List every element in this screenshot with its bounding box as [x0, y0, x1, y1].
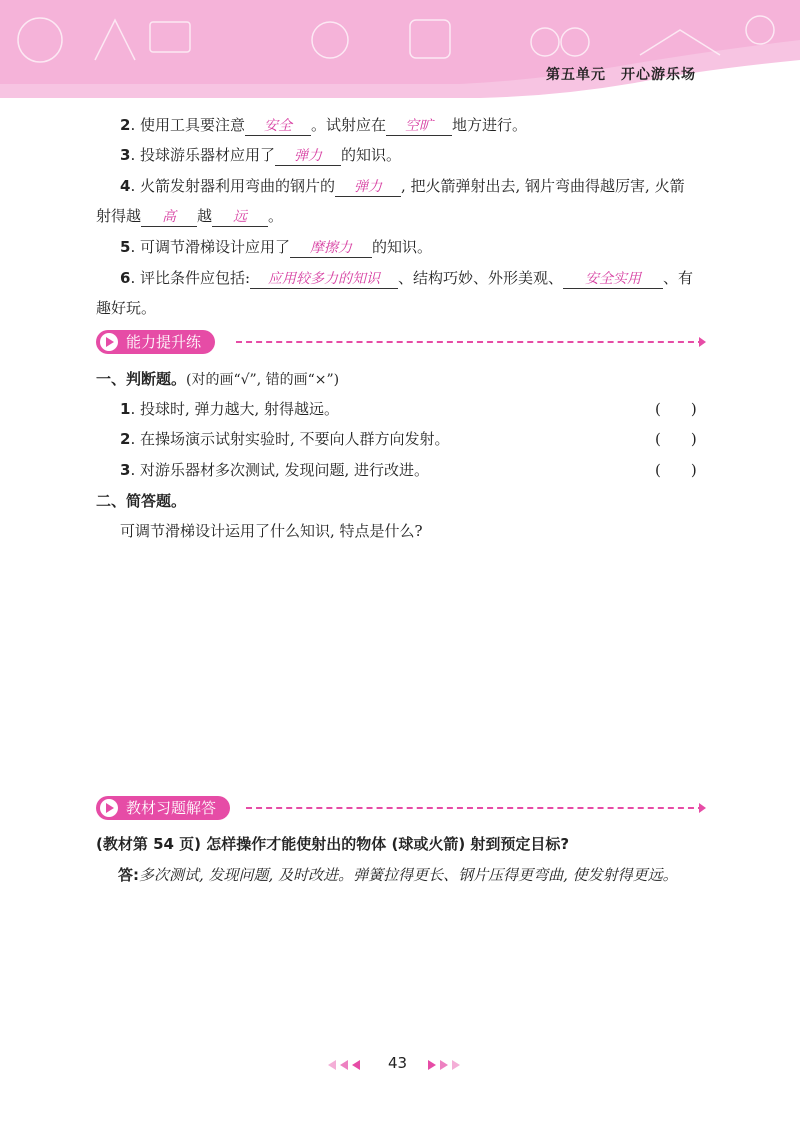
- fill-item-5: [120, 236, 432, 258]
- answer-blank: 安全: [245, 117, 311, 136]
- section-title: 能力提升练: [126, 333, 202, 351]
- dashed-divider: [246, 807, 704, 809]
- item-number: 1: [120, 400, 131, 418]
- item-text: . 火箭发射器利用弯曲的钢片的: [130, 177, 335, 195]
- item-text: 射得越: [96, 207, 142, 225]
- item-number: 6: [120, 269, 131, 287]
- item-text: 、有: [663, 269, 694, 287]
- fill-item-3: [120, 144, 401, 166]
- fill-item-4: [120, 175, 685, 197]
- play-icon: [100, 333, 118, 351]
- textbook-question: (教材第 54 页) 怎样操作才能使射出的物体 (球或火箭) 射到预定目标?: [96, 835, 570, 853]
- item-number: 3: [120, 461, 131, 479]
- arrow-left-icon: [352, 1060, 360, 1070]
- item-number: 2: [120, 430, 131, 448]
- section-bar-textbook: [96, 796, 704, 820]
- answer-paren[interactable]: ( ): [655, 461, 697, 479]
- answer-blank: 应用较多力的知识: [250, 270, 398, 289]
- arrow-right-icon: [452, 1060, 460, 1070]
- judge-item-3: [120, 459, 429, 481]
- arrow-right-icon: [440, 1060, 448, 1070]
- answer-blank: 空旷: [386, 117, 452, 136]
- item-number: 5: [120, 238, 131, 256]
- arrow-right-icon: [428, 1060, 436, 1070]
- item-number: 4: [120, 177, 131, 195]
- judge-heading: 一、判断题。(对的画“√”, 错的画“×”): [96, 370, 340, 388]
- item-text: . 使用工具要注意: [130, 116, 245, 134]
- header-decoration: [0, 0, 800, 100]
- judge-instruction: (对的画“√”, 错的画“×”): [186, 372, 340, 388]
- item-text: 的知识。: [340, 146, 401, 164]
- answer-label: 答:: [118, 866, 139, 884]
- item-text: . 对游乐器材多次测试, 发现问题, 进行改进。: [130, 461, 430, 479]
- section-title: 教材习题解答: [126, 799, 217, 817]
- item-text: 。试射应在: [310, 116, 386, 134]
- fill-item-4-cont: [96, 205, 283, 227]
- short-answer-question: 可调节滑梯设计运用了什么知识, 特点是什么?: [120, 522, 423, 540]
- dashed-divider: [236, 341, 704, 343]
- item-text: 趣好玩。: [96, 299, 157, 317]
- answer-text: 多次测试, 发现问题, 及时改进。弹簧拉得更长、钢片压得更弯曲, 使发射得更远。: [139, 866, 678, 884]
- answer-blank: 远: [212, 208, 268, 227]
- item-number: 3: [120, 146, 131, 164]
- answer-paren[interactable]: ( ): [655, 400, 697, 418]
- fill-item-2: [120, 114, 527, 136]
- unit-title: 第五单元 开心游乐场: [546, 67, 696, 83]
- section-bar-ability: [96, 330, 704, 354]
- judge-item-1: [120, 398, 339, 420]
- item-number: 2: [120, 116, 131, 134]
- item-text: . 可调节滑梯设计应用了: [130, 238, 290, 256]
- item-text: , 把火箭弹射出去, 钢片弯曲得越厉害, 火箭: [400, 177, 685, 195]
- judge-item-2: [120, 428, 450, 450]
- item-text: 、结构巧妙、外形美观、: [398, 269, 564, 287]
- answer-blank: 弹力: [275, 147, 341, 166]
- item-text: 的知识。: [371, 238, 432, 256]
- item-text: . 在操场演示试射实验时, 不要向人群方向发射。: [130, 430, 450, 448]
- item-text: 。: [268, 207, 284, 225]
- arrow-left-icon: [340, 1060, 348, 1070]
- page-number: 43: [388, 1054, 408, 1072]
- section-title-pill: [96, 330, 215, 354]
- fill-item-6-cont: [96, 297, 156, 319]
- page-header: [0, 0, 800, 100]
- item-text: . 投球时, 弹力越大, 射得越远。: [130, 400, 340, 418]
- section-title-pill: [96, 796, 230, 820]
- answer-paren[interactable]: ( ): [655, 430, 697, 448]
- answer-blank: 高: [141, 208, 197, 227]
- answer-blank: 安全实用: [563, 270, 663, 289]
- textbook-answer: [118, 864, 678, 886]
- item-text: . 评比条件应包括:: [130, 269, 251, 287]
- page-footer: [0, 1052, 800, 1076]
- item-text: 地方进行。: [452, 116, 528, 134]
- answer-blank: 摩擦力: [290, 239, 372, 258]
- answer-blank: 弹力: [335, 178, 401, 197]
- fill-item-6: [120, 267, 693, 289]
- play-icon: [100, 799, 118, 817]
- short-answer-heading: 二、简答题。: [96, 492, 187, 510]
- item-text: . 投球游乐器材应用了: [130, 146, 275, 164]
- item-text: 越: [197, 207, 213, 225]
- arrow-left-icon: [328, 1060, 336, 1070]
